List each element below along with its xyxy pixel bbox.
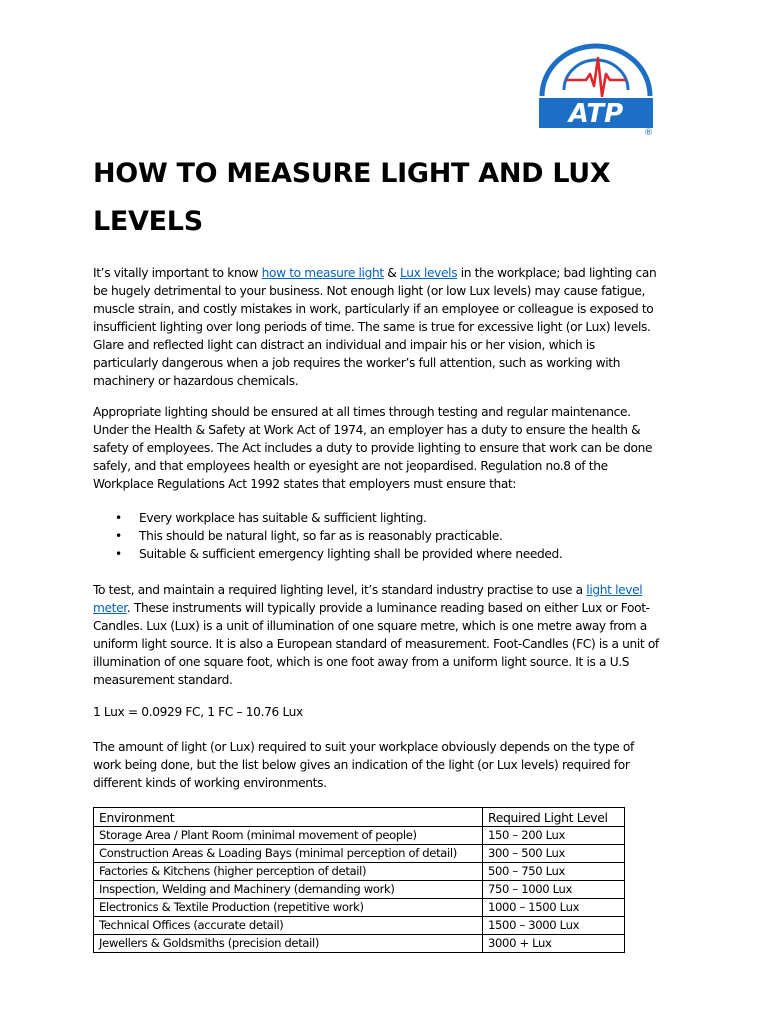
environment-cell: Storage Area / Plant Room (minimal movement of people): [94, 827, 483, 845]
light-level-cell: 1500 – 3000 Lux: [483, 917, 625, 935]
environment-cell: Factories & Kitchens (higher perception of detail): [94, 863, 483, 881]
regulation-paragraph: Appropriate lighting should be ensured at all times through testing and regular maintenance. Under the Health & Safety at Work Act of 1974, an employer has a duty to ensure the health & safety of employees. The Act includes a duty to provide lighting to ensure that work can be done safely, and that employees health or eyesight are not jeopardised. Regulation no.8 of the Workplace Regulations Act 1992 states that employers must ensure that:: [93, 405, 653, 491]
column-header-required-light-level: Required Light Level: [483, 808, 625, 827]
meter-paragraph: [93, 581, 663, 689]
intro-text-start: It’s vitally important to know: [93, 266, 262, 280]
logo-text: ATP: [568, 99, 624, 129]
atp-logo-graphic: [536, 34, 656, 138]
light-level-table: [93, 807, 625, 953]
table-row: [94, 899, 625, 917]
intro-text-amp: &: [383, 266, 400, 280]
page-title: HOW TO MEASURE LIGHT AND LUX LEVELS: [93, 158, 611, 237]
bullet-icon: •: [115, 547, 122, 561]
bullet-icon: •: [115, 529, 122, 543]
list-item: • Suitable & sufficient emergency lighting shall be provided where needed.: [115, 547, 563, 561]
how-to-measure-light-link[interactable]: how to measure light: [261, 266, 384, 280]
table-row: [94, 917, 625, 935]
table-row: [94, 935, 625, 953]
intro-paragraph: [93, 264, 663, 390]
list-item: • This should be natural light, so far as is reasonably practicable.: [115, 529, 503, 543]
light-level-cell: 500 – 750 Lux: [483, 863, 625, 881]
table-row: [94, 827, 625, 845]
requirements-list: [93, 509, 663, 563]
table-row: [94, 863, 625, 881]
atp-logo: [536, 34, 656, 138]
environment-cell: Inspection, Welding and Machinery (demanding work): [94, 881, 483, 899]
intro-text-end: in the workplace; bad lighting can be hugely detrimental to your business. Not enough light (or low Lux levels) may cause fatigue, muscle strain, and costly mistakes in work, particularly if an employee or colleague is exposed to insufficient lighting over long periods of time. The same is true for excessive light (or Lux) levels. Glare and reflected light can distract an individual and impair his or her vision, which is particularly dangerous when a job requires the worker’s full attention, such as working with machinery or hazardous chemicals.: [93, 266, 657, 388]
light-level-cell: 300 – 500 Lux: [483, 845, 625, 863]
environment-cell: Technical Offices (accurate detail): [94, 917, 483, 935]
table-row: [94, 845, 625, 863]
environment-cell: Construction Areas & Loading Bays (minimal perception of detail): [94, 845, 483, 863]
environment-cell: Electronics & Textile Production (repetitive work): [94, 899, 483, 917]
conversion-line: 1 Lux = 0.0929 FC, 1 FC – 10.76 Lux: [93, 705, 303, 719]
table-row: [94, 881, 625, 899]
light-level-cell: 150 – 200 Lux: [483, 827, 625, 845]
light-level-cell: 750 – 1000 Lux: [483, 881, 625, 899]
bullet-icon: •: [115, 511, 122, 525]
meter-text-end: . These instruments will typically provide a luminance reading based on either Lux or Foot-Candles. Lux (Lux) is a unit of illumination of one square metre, which is one metre away from a uniform light source. It is also a European standard of measurement. Foot-Candles (FC) is a unit of illumination of one square foot, which is one foot away from a uniform light source. It is a U.S measurement standard.: [93, 601, 659, 687]
light-level-cell: 1000 – 1500 Lux: [483, 899, 625, 917]
light-level-meter-link[interactable]: light level meter: [93, 583, 643, 615]
environment-cell: Jewellers & Goldsmiths (precision detail): [94, 935, 483, 953]
table-header-row: [94, 808, 625, 827]
meter-text-start: To test, and maintain a required lighting level, it’s standard industry practise to use a: [93, 583, 587, 597]
light-level-cell: 3000 + Lux: [483, 935, 625, 953]
environment-intro-paragraph: The amount of light (or Lux) required to suit your workplace obviously depends on the type of work being done, but the list below gives an indication of the light (or Lux levels) required for different kinds of working environments.: [93, 740, 634, 790]
column-header-environment: Environment: [94, 808, 483, 827]
list-item: • Every workplace has suitable & sufficient lighting.: [115, 511, 427, 525]
registered-mark: ®: [644, 128, 653, 138]
lux-levels-link[interactable]: Lux levels: [399, 266, 458, 280]
